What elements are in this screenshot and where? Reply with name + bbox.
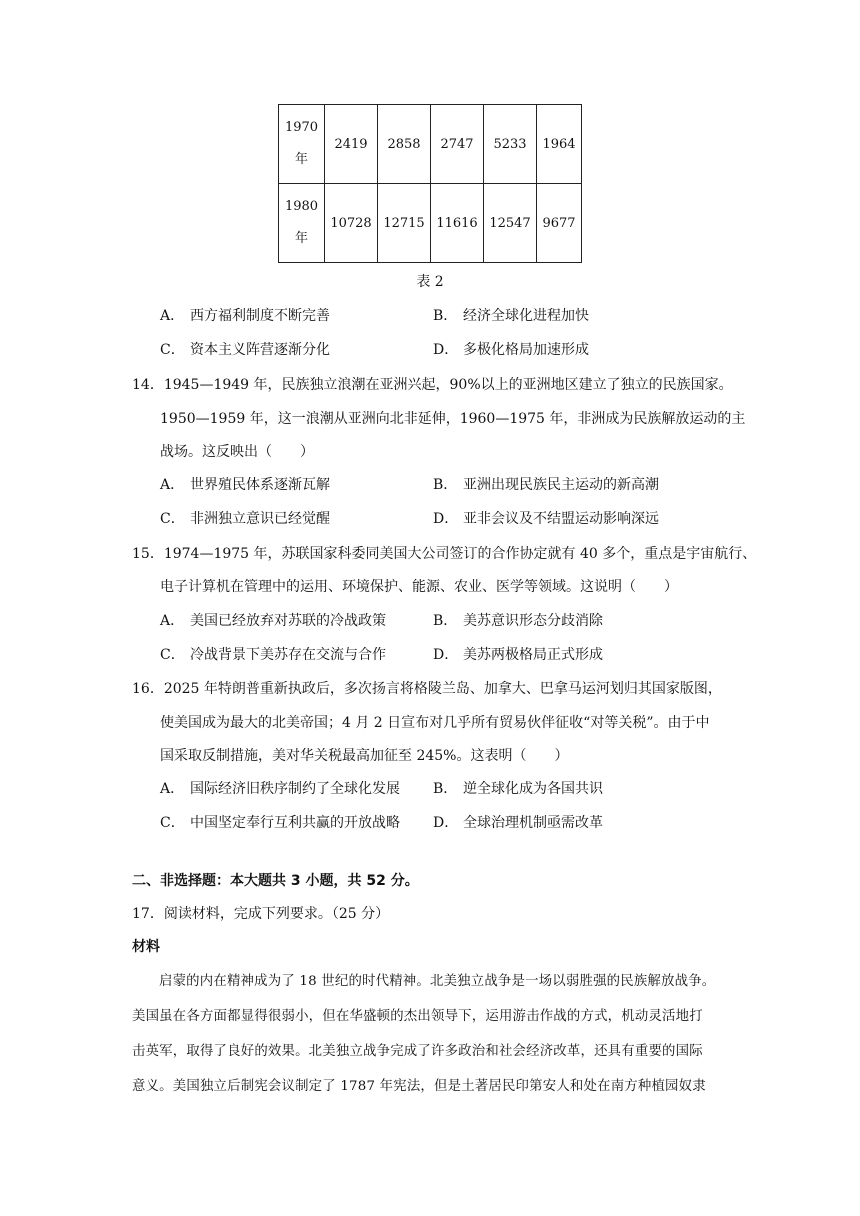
option-label: A． — [160, 477, 185, 493]
q16-option-d[interactable] — [433, 812, 603, 832]
option-label: C． — [160, 511, 185, 527]
material-paragraph-line: 意义。美国独立后制宪会议制定了 1787 年宪法，但是土著居民印第安人和处在南方种植园奴隶 — [132, 1079, 706, 1094]
option-label: D． — [433, 342, 459, 358]
table-caption: 表 2 — [416, 274, 444, 290]
option-text: 资本主义阵营逐渐分化 — [190, 342, 330, 358]
data-table — [278, 104, 582, 263]
table-cell: 2419 — [325, 105, 378, 184]
q14-option-d[interactable] — [433, 508, 659, 528]
table-cell: 12547 — [484, 184, 537, 263]
q16-stem-line: 使美国成为最大的北美帝国；4 月 2 日宣布对几乎所有贸易伙伴征收“对等关税”。由于中 — [160, 715, 710, 731]
table-cell: 2747 — [431, 105, 484, 184]
q16-stem-line: 国采取反制措施，美对华关税最高加征至 245%。这表明（ ） — [160, 748, 569, 764]
table-cell: 1964 — [537, 105, 582, 184]
table-cell: 11616 — [431, 184, 484, 263]
q16-stem-line: 16．2025 年特朗普重新执政后，多次扬言将格陵兰岛、加拿大、巴拿马运河划归其国家版图， — [132, 681, 722, 697]
option-text: 冷战背景下美苏存在交流与合作 — [190, 647, 386, 663]
q13-option-d[interactable] — [433, 339, 589, 359]
section-heading: 二、非选择题：本大题共 3 小题，共 52 分。 — [132, 873, 419, 889]
material-label: 材料 — [132, 939, 160, 955]
option-label: D． — [433, 511, 459, 527]
option-text: 中国坚定奉行互利共赢的开放战略 — [190, 815, 400, 831]
q15-option-d[interactable] — [433, 644, 603, 664]
option-label: D． — [433, 815, 459, 831]
year-number: 1980 — [284, 199, 319, 214]
option-text: 世界殖民体系逐渐瓦解 — [190, 477, 330, 493]
option-text: 全球治理机制亟需改革 — [463, 815, 603, 831]
year-number: 1970 — [284, 120, 319, 135]
q14-stem-line: 14．1945—1949 年，民族独立浪潮在亚洲兴起，90%以上的亚洲地区建立了独立的民族国家。 — [132, 377, 733, 393]
option-text: 美苏意识形态分歧消除 — [463, 613, 603, 629]
option-text: 西方福利制度不断完善 — [190, 308, 330, 324]
q14-stem-line: 战场。这反映出（ ） — [160, 444, 314, 460]
option-label: C． — [160, 342, 185, 358]
option-label: C． — [160, 647, 185, 663]
table-cell: 2858 — [378, 105, 431, 184]
year-cell — [279, 184, 325, 263]
q15-option-b[interactable] — [433, 610, 603, 630]
q13-option-a[interactable] — [160, 305, 330, 325]
year-cell — [279, 105, 325, 184]
option-label: A． — [160, 781, 185, 797]
option-label: B． — [433, 781, 458, 797]
q15-stem-line: 15．1974—1975 年，苏联国家科委同美国大公司签订的合作协定就有 40 多个，重点是宇宙航行、 — [132, 546, 757, 562]
year-unit: 年 — [294, 152, 308, 167]
option-text: 亚洲出现民族民主运动的新高潮 — [463, 477, 659, 493]
q15-stem-line: 电子计算机在管理中的运用、环境保护、能源、农业、医学等领域。这说明（ ） — [160, 579, 678, 595]
year-unit: 年 — [294, 231, 308, 246]
q17-stem: 17．阅读材料，完成下列要求。（25 分） — [132, 906, 390, 922]
q16-option-a[interactable] — [160, 778, 400, 798]
option-text: 逆全球化成为各国共识 — [463, 781, 603, 797]
option-text: 国际经济旧秩序制约了全球化发展 — [190, 781, 400, 797]
q14-option-c[interactable] — [160, 508, 330, 528]
option-label: A． — [160, 613, 185, 629]
q13-option-c[interactable] — [160, 339, 330, 359]
table-cell: 10728 — [325, 184, 378, 263]
option-label: B． — [433, 477, 458, 493]
option-text: 非洲独立意识已经觉醒 — [190, 511, 330, 527]
option-text: 美苏两极格局正式形成 — [463, 647, 603, 663]
option-text: 经济全球化进程加快 — [463, 308, 589, 324]
option-label: D． — [433, 647, 459, 663]
q14-option-b[interactable] — [433, 474, 659, 494]
material-paragraph-line: 美国虽在各方面都显得很弱小，但在华盛顿的杰出领导下，运用游击作战的方式，机动灵活地打 — [132, 1009, 703, 1024]
q14-option-a[interactable] — [160, 474, 330, 494]
table-cell: 12715 — [378, 184, 431, 263]
material-paragraph-line: 启蒙的内在精神成为了 18 世纪的时代精神。北美独立战争是一场以弱胜强的民族解放战争。 — [159, 974, 716, 989]
q16-option-c[interactable] — [160, 812, 400, 832]
q16-option-b[interactable] — [433, 778, 603, 798]
option-text: 美国已经放弃对苏联的冷战政策 — [190, 613, 386, 629]
table-row — [279, 105, 582, 184]
option-text: 亚非会议及不结盟运动影响深远 — [463, 511, 659, 527]
table-cell: 5233 — [484, 105, 537, 184]
table-row — [279, 184, 582, 263]
option-label: B． — [433, 308, 458, 324]
table-cell: 9677 — [537, 184, 582, 263]
option-label: B． — [433, 613, 458, 629]
q15-option-a[interactable] — [160, 610, 386, 630]
material-paragraph-line: 击英军，取得了良好的效果。北美独立战争完成了许多政治和社会经济改革，还具有重要的国际 — [132, 1044, 703, 1059]
q15-option-c[interactable] — [160, 644, 386, 664]
option-label: C． — [160, 815, 185, 831]
q13-option-b[interactable] — [433, 305, 589, 325]
option-text: 多极化格局加速形成 — [463, 342, 589, 358]
option-label: A． — [160, 308, 185, 324]
q14-stem-line: 1950—1959 年，这一浪潮从亚洲向北非延伸，1960—1975 年，非洲成为民族解放运动的主 — [160, 411, 746, 427]
